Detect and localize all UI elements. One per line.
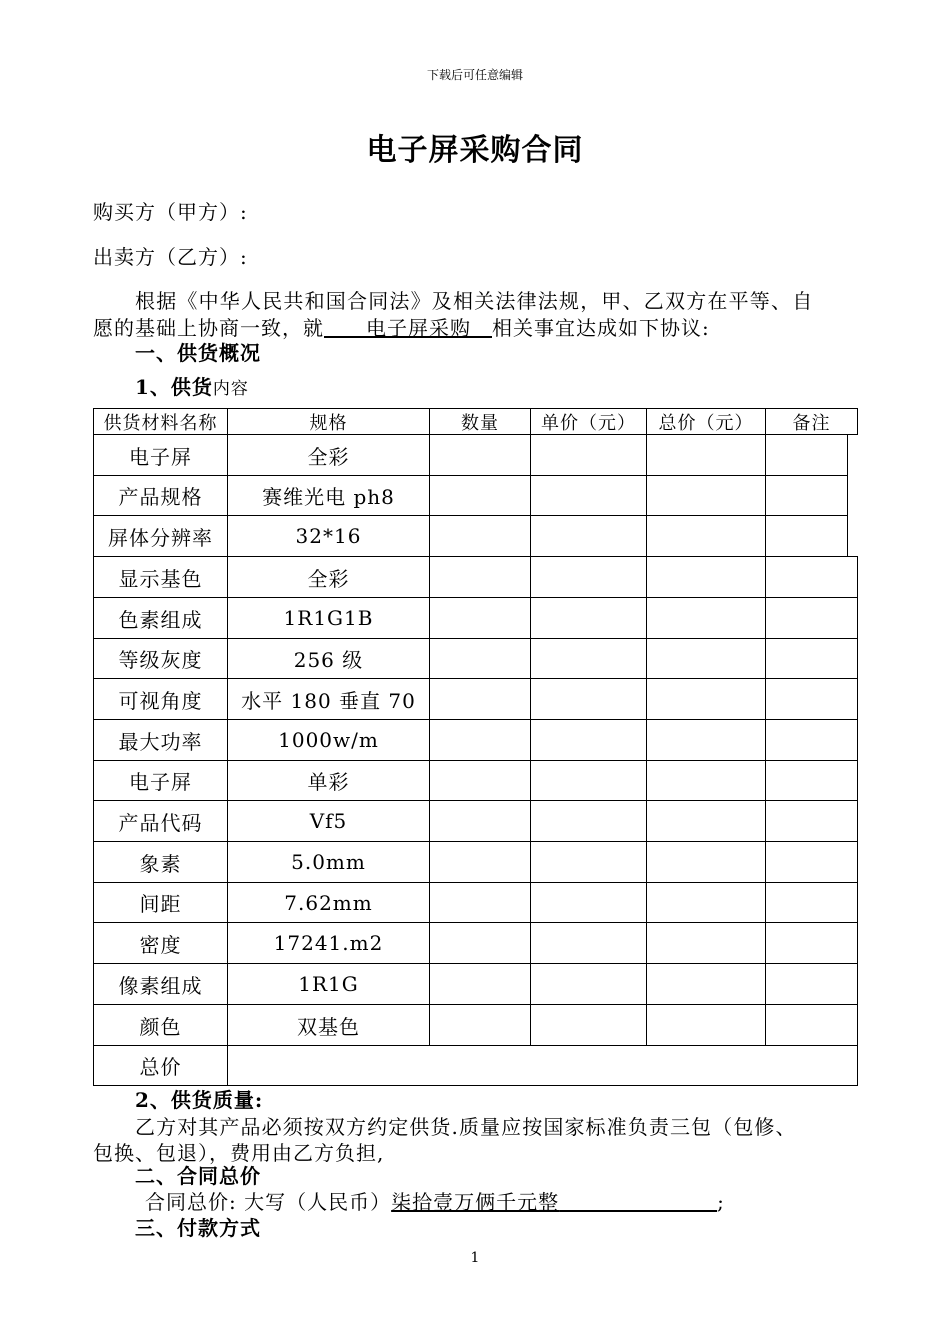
table-row-name: 电子屏 bbox=[93, 760, 228, 801]
table-empty-cell bbox=[646, 515, 766, 557]
table-row-spec: Vf5 bbox=[227, 800, 430, 842]
table-empty-cell bbox=[530, 597, 647, 639]
table-empty-cell bbox=[765, 678, 858, 720]
table-row-spec: 5.0mm bbox=[227, 841, 430, 883]
table-empty-cell bbox=[646, 841, 766, 883]
table-row-spec: 1R1G bbox=[227, 963, 430, 1005]
table-empty-cell bbox=[646, 434, 766, 476]
table-empty-cell bbox=[646, 882, 766, 923]
table-empty-cell bbox=[765, 475, 848, 516]
table-empty-cell bbox=[429, 678, 531, 720]
table-empty-cell bbox=[765, 841, 858, 883]
table-empty-cell bbox=[646, 719, 766, 761]
table-empty-cell bbox=[530, 800, 647, 842]
table-row-spec: 1R1G1B bbox=[227, 597, 430, 639]
table-empty-cell bbox=[530, 719, 647, 761]
table-row-name: 颜色 bbox=[93, 1004, 228, 1046]
table-empty-cell bbox=[530, 638, 647, 679]
table-empty-cell bbox=[530, 1004, 647, 1046]
table-empty-cell bbox=[646, 638, 766, 679]
table-row-name: 屏体分辨率 bbox=[93, 515, 228, 557]
table-empty-cell bbox=[765, 760, 858, 801]
table-row-spec: 17241.m2 bbox=[227, 922, 430, 964]
seller-label: 出卖方（乙方）: bbox=[93, 245, 248, 269]
table-empty-cell bbox=[429, 963, 531, 1005]
table-empty-cell bbox=[765, 922, 858, 964]
table-empty-cell bbox=[530, 841, 647, 883]
section-2-heading: 二、合同总价 bbox=[135, 1164, 261, 1188]
table-empty-cell bbox=[530, 678, 647, 720]
table-row-name: 可视角度 bbox=[93, 678, 228, 720]
table-empty-cell bbox=[429, 719, 531, 761]
intro-line-2-pre: 愿的基础上协商一致，就 bbox=[93, 316, 324, 340]
table-row-spec: 全彩 bbox=[227, 434, 430, 476]
table-row-spec: 1000w/m bbox=[227, 719, 430, 761]
table-empty-cell bbox=[765, 515, 848, 557]
section-3-heading: 三、付款方式 bbox=[135, 1216, 261, 1240]
table-empty-cell bbox=[429, 841, 531, 883]
table-empty-cell bbox=[429, 882, 531, 923]
total-price-line bbox=[145, 1186, 725, 1215]
intro-subject: 电子屏采购 bbox=[366, 316, 471, 340]
header-note: 下载后可任意编辑 bbox=[426, 68, 523, 82]
quality-line-2: 包换、包退），费用由乙方负担, bbox=[93, 1141, 385, 1165]
table-row-name: 像素组成 bbox=[93, 963, 228, 1005]
quality-line-1: 乙方对其产品必须按双方约定供货.质量应按国家标准负责三包（包修、 bbox=[135, 1115, 797, 1139]
table-row-spec: 水平 180 垂直 70 bbox=[227, 678, 430, 720]
table-empty-cell bbox=[530, 475, 647, 516]
table-header-cell: 总价（元） bbox=[646, 408, 766, 435]
table-empty-cell bbox=[646, 963, 766, 1005]
table-empty-cell bbox=[765, 556, 858, 598]
table-row-name: 最大功率 bbox=[93, 719, 228, 761]
table-empty-cell bbox=[765, 638, 858, 679]
table-empty-cell bbox=[530, 963, 647, 1005]
table-total-label: 总价 bbox=[93, 1045, 228, 1086]
table-empty-cell bbox=[646, 475, 766, 516]
table-empty-cell bbox=[765, 963, 858, 1005]
table-empty-cell bbox=[429, 800, 531, 842]
table-empty-cell bbox=[429, 597, 531, 639]
section-1-heading: 一、供货概况 bbox=[135, 341, 261, 365]
table-empty-cell bbox=[646, 800, 766, 842]
table-row-spec: 256 级 bbox=[227, 638, 430, 679]
table-row-name: 色素组成 bbox=[93, 597, 228, 639]
table-empty-cell bbox=[765, 719, 858, 761]
total-price-end: ; bbox=[717, 1190, 725, 1214]
intro-line-1: 根据《中华人民共和国合同法》及相关法律法规，甲、乙双方在平等、自 bbox=[135, 289, 814, 313]
table-empty-cell bbox=[646, 597, 766, 639]
table-row-name: 产品代码 bbox=[93, 800, 228, 842]
table-empty-cell bbox=[646, 556, 766, 598]
table-empty-cell bbox=[429, 760, 531, 801]
table-empty-cell bbox=[646, 760, 766, 801]
table-empty-cell bbox=[429, 475, 531, 516]
section-1-2-heading: 2、供货质量: bbox=[135, 1088, 264, 1112]
table-header-cell: 数量 bbox=[429, 408, 531, 435]
table-header-cell: 备注 bbox=[765, 408, 858, 435]
table-empty-cell bbox=[765, 597, 858, 639]
page-number: 1 bbox=[470, 1250, 480, 1266]
table-empty-cell bbox=[765, 882, 858, 923]
table-empty-cell bbox=[646, 1004, 766, 1046]
page-title: 电子屏采购合同 bbox=[366, 133, 584, 168]
table-empty-cell bbox=[765, 800, 858, 842]
total-price-value: 柒拾壹万俩千元整 bbox=[391, 1190, 560, 1214]
table-total-value bbox=[227, 1045, 858, 1086]
table-row-spec: 单彩 bbox=[227, 760, 430, 801]
table-empty-cell bbox=[429, 556, 531, 598]
table-empty-cell bbox=[765, 434, 848, 476]
table-row-spec: 全彩 bbox=[227, 556, 430, 598]
table-empty-cell bbox=[530, 556, 647, 598]
table-empty-cell bbox=[530, 882, 647, 923]
table-empty-cell bbox=[429, 434, 531, 476]
table-empty-cell bbox=[530, 515, 647, 557]
buyer-label: 购买方（甲方）: bbox=[93, 200, 248, 224]
table-row-spec: 赛维光电 ph8 bbox=[227, 475, 430, 516]
table-header-cell: 供货材料名称 bbox=[93, 408, 228, 435]
table-row-name: 电子屏 bbox=[93, 434, 228, 476]
table-row-spec: 32*16 bbox=[227, 515, 430, 557]
table-empty-cell bbox=[646, 922, 766, 964]
table-row-name: 显示基色 bbox=[93, 556, 228, 598]
table-empty-cell bbox=[530, 434, 647, 476]
table-row-name: 象素 bbox=[93, 841, 228, 883]
table-row-spec: 双基色 bbox=[227, 1004, 430, 1046]
table-empty-cell bbox=[530, 922, 647, 964]
table-row-spec: 7.62mm bbox=[227, 882, 430, 923]
table-row-name: 密度 bbox=[93, 922, 228, 964]
table-row-name: 产品规格 bbox=[93, 475, 228, 516]
section-1-1-heading: 1、供货内容 bbox=[135, 375, 249, 399]
table-empty-cell bbox=[530, 760, 647, 801]
table-empty-cell bbox=[765, 1004, 858, 1046]
table-header-cell: 单价（元） bbox=[530, 408, 647, 435]
intro-line-2-post: 相关事宜达成如下协议: bbox=[492, 316, 710, 340]
total-price-label: 合同总价: 大写（人民币） bbox=[145, 1190, 392, 1214]
table-empty-cell bbox=[429, 1004, 531, 1046]
table-empty-cell bbox=[429, 922, 531, 964]
table-empty-cell bbox=[429, 638, 531, 679]
table-empty-cell bbox=[429, 515, 531, 557]
table-header-cell: 规格 bbox=[227, 408, 430, 435]
table-empty-cell bbox=[646, 678, 766, 720]
table-row-name: 间距 bbox=[93, 882, 228, 923]
table-row-name: 等级灰度 bbox=[93, 638, 228, 679]
